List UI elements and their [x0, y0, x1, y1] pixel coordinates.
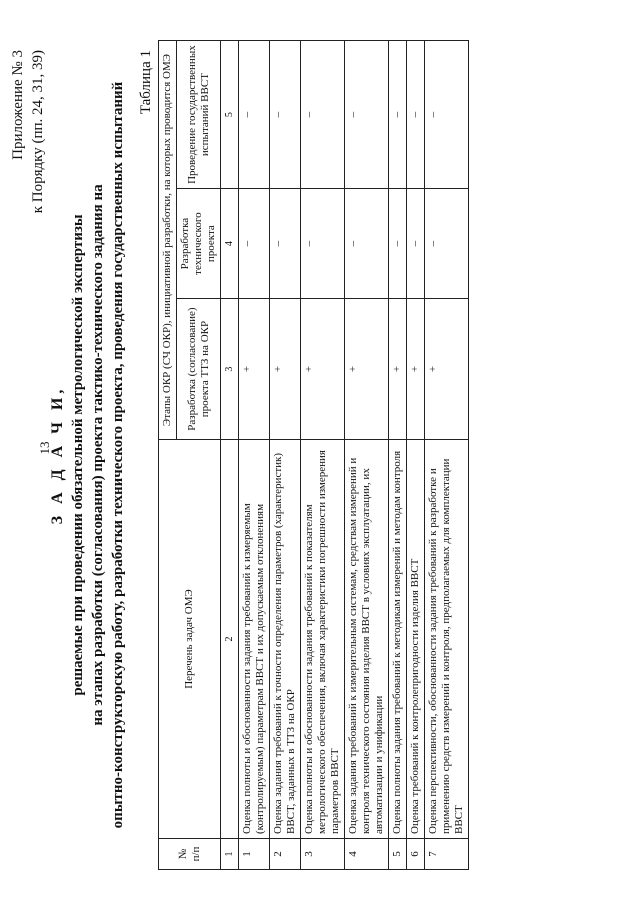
column-number: 5 — [221, 41, 239, 189]
row-number: 4 — [345, 839, 389, 870]
header-stage-3: Проведение государственных испытаний ВВСТ — [177, 41, 221, 189]
row-mark-stage-2: – — [301, 189, 345, 299]
table-row — [239, 41, 270, 870]
heading-line-3: на этапах разработки (согласования) проекта тактико-технического задания на — [90, 184, 106, 726]
row-number: 5 — [389, 839, 407, 870]
table-row — [270, 41, 301, 870]
row-number: 6 — [407, 839, 425, 870]
row-mark-stage-3: – — [239, 41, 270, 189]
header-stage-1: Разработка (согласование) проекта ТТЗ на ОКР — [177, 299, 221, 440]
heading-line-4: опытно-конструкторскую работу, разработки технического проекта, проведения государственных испытаний — [110, 81, 126, 829]
row-mark-stage-1: + — [345, 299, 389, 440]
column-number: 2 — [221, 440, 239, 839]
row-number: 1 — [239, 839, 270, 870]
table-row — [301, 41, 345, 870]
row-mark-stage-3: – — [270, 41, 301, 189]
row-mark-stage-1: + — [270, 299, 301, 440]
row-mark-stage-3: – — [389, 41, 407, 189]
document-heading — [48, 20, 128, 890]
header-num: № п/п — [159, 839, 221, 870]
row-task: Оценка задания требований к точности определения параметров (характеристик) ВВСТ, заданных в ТТЗ на ОКР — [270, 440, 301, 839]
row-task: Оценка полноты задания требований к методикам измерений и методам контроля — [389, 440, 407, 839]
appendix-order-ref: к Порядку (пп. 24, 31, 39) — [30, 50, 46, 214]
row-mark-stage-1: + — [425, 299, 469, 440]
table-label: Таблица 1 — [138, 50, 154, 115]
row-number: 7 — [425, 839, 469, 870]
appendix-reference — [8, 50, 48, 213]
row-mark-stage-2: – — [425, 189, 469, 299]
row-task: Оценка перспективности, обоснованности задания требований к разработке и применению средств измерений и контроля, предполагаемых для комплектации ВВСТ — [425, 440, 469, 839]
column-number: 1 — [221, 839, 239, 870]
column-number: 4 — [221, 189, 239, 299]
row-mark-stage-3: – — [425, 41, 469, 189]
heading-line-2: решаемые при проведении обязательной метрологической экспертизы — [70, 214, 86, 696]
header-stages: Этапы ОКР (СЧ ОКР), инициативной разработки, на которых проводится ОМЭ — [159, 41, 177, 440]
row-number: 2 — [270, 839, 301, 870]
column-number: 3 — [221, 299, 239, 440]
row-mark-stage-1: + — [407, 299, 425, 440]
table-row — [345, 41, 389, 870]
table-row — [425, 41, 469, 870]
header-task: Перечень задач ОМЭ — [159, 440, 221, 839]
row-mark-stage-3: – — [301, 41, 345, 189]
row-task: Оценка требований к контролепригодности изделия ВВСТ — [407, 440, 425, 839]
column-numbers-row — [221, 41, 239, 870]
heading-title: З А Д А Ч И, — [49, 385, 66, 525]
row-mark-stage-1: + — [389, 299, 407, 440]
row-mark-stage-2: – — [389, 189, 407, 299]
header-stage-2: Разработка технического проекта — [177, 189, 221, 299]
row-mark-stage-3: – — [407, 41, 425, 189]
row-task: Оценка полноты и обоснованности задания требований к измеряемым (контролируемым) параметрам ВВСТ и их допускаемым отклонениям — [239, 440, 270, 839]
row-mark-stage-2: – — [407, 189, 425, 299]
appendix-title: Приложение № 3 — [10, 50, 26, 160]
row-mark-stage-2: – — [239, 189, 270, 299]
row-mark-stage-3: – — [345, 41, 389, 189]
row-mark-stage-1: + — [239, 299, 270, 440]
tasks-table — [158, 40, 469, 870]
row-task: Оценка полноты и обоснованности задания требований к показателям метрологического обеспечения, включая характеристики погрешности измерения параметров ВВСТ — [301, 440, 345, 839]
table-row — [389, 41, 407, 870]
row-task: Оценка задания требований к измерительным системам, средствам измерений и контроля технического состояния изделия ВВСТ в условиях эксплуатации, их автоматизации и унификации — [345, 440, 389, 839]
row-mark-stage-1: + — [301, 299, 345, 440]
row-mark-stage-2: – — [345, 189, 389, 299]
row-number: 3 — [301, 839, 345, 870]
page-number: 13 — [37, 441, 52, 455]
rotated-document — [0, 20, 480, 890]
row-mark-stage-2: – — [270, 189, 301, 299]
table-row — [407, 41, 425, 870]
